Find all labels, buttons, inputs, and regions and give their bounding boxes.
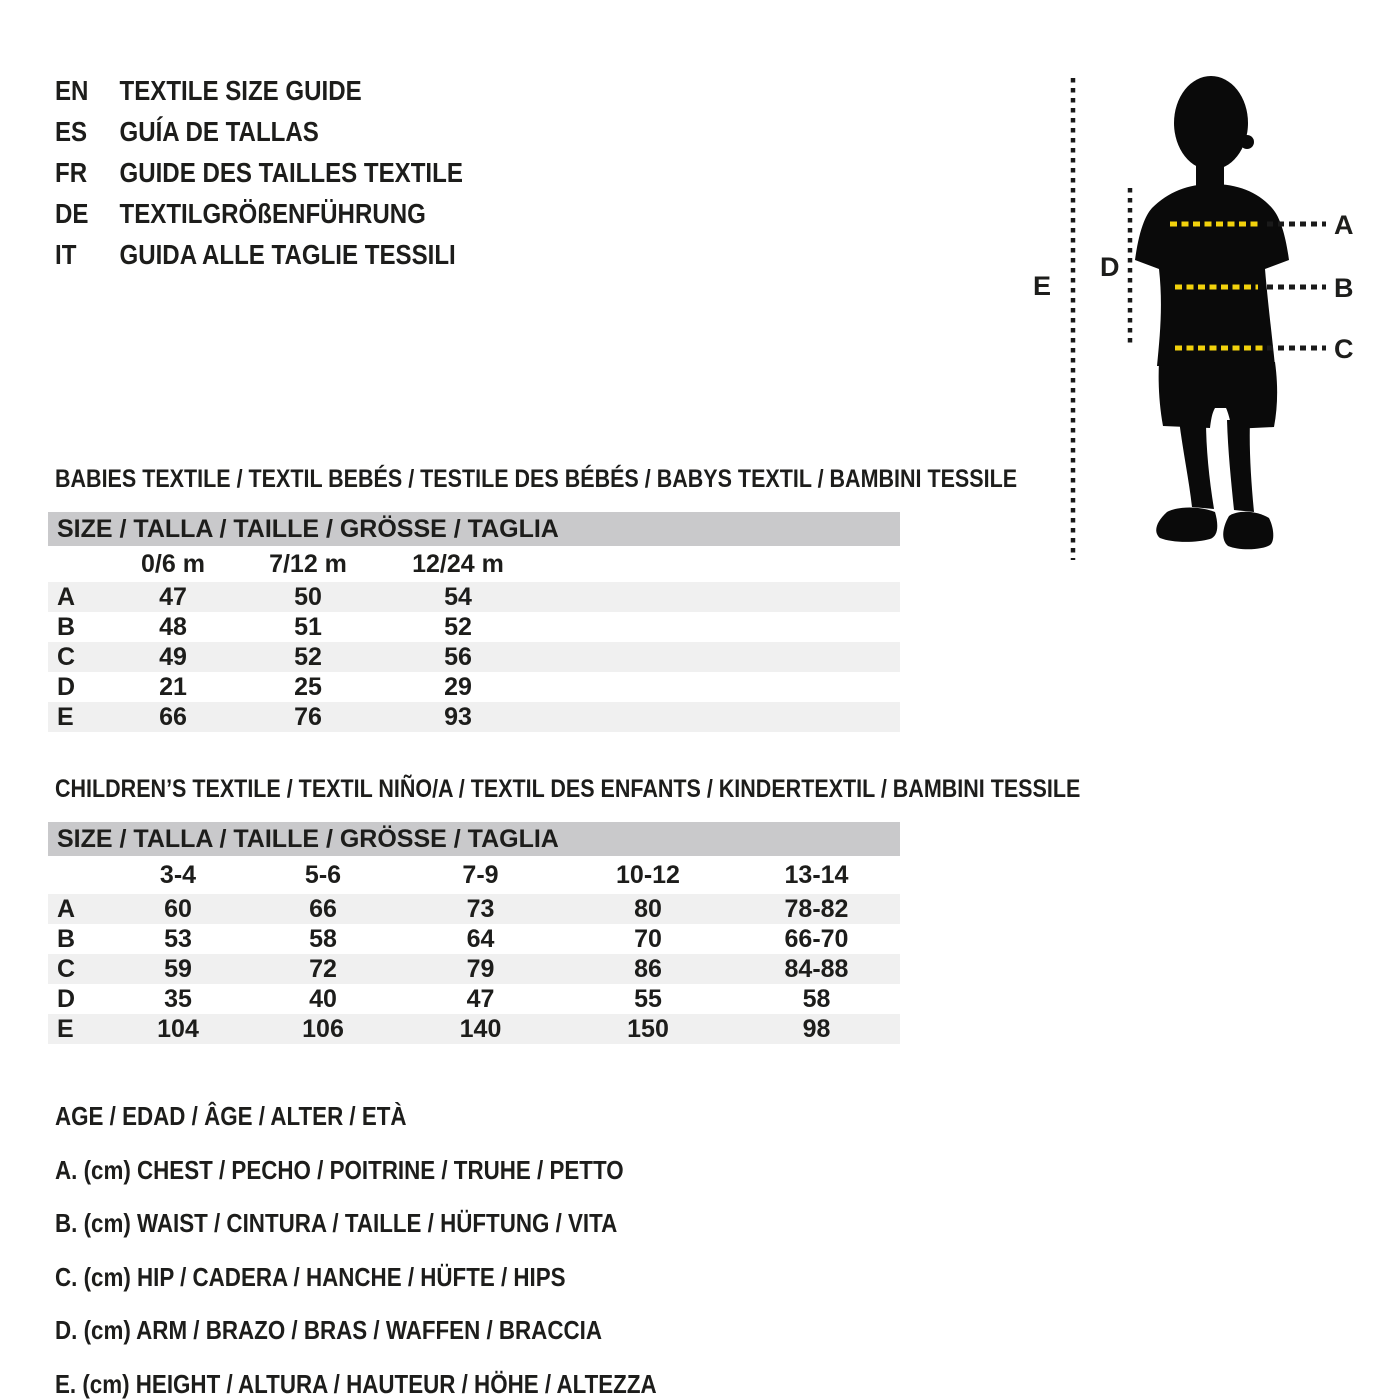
language-row-en <box>55 70 463 111</box>
row-label: C <box>57 955 76 983</box>
filler-cell <box>538 672 900 702</box>
table-row-d <box>48 984 900 1014</box>
column-header: 10-12 <box>616 861 680 889</box>
value-cell: 140 <box>459 1015 502 1043</box>
row-label: E <box>57 703 74 731</box>
value-cell: 98 <box>802 1015 831 1043</box>
value-cell: 73 <box>466 895 495 923</box>
value-cell: 35 <box>164 985 192 1013</box>
empty-corner-cell <box>48 856 108 894</box>
value-cell: 21 <box>159 673 187 701</box>
value-cell: 52 <box>444 613 472 641</box>
table-row-d <box>48 672 900 702</box>
children-size-table <box>48 822 900 1044</box>
children-column-headers <box>48 856 900 894</box>
value-cell: 80 <box>634 895 662 923</box>
value-cell: 47 <box>159 583 187 611</box>
language-code: ES <box>55 116 88 147</box>
value-cell: 66-70 <box>784 925 849 953</box>
value-cell: 59 <box>164 955 192 983</box>
table-row-e <box>48 1014 900 1044</box>
value-cell: 70 <box>634 925 662 953</box>
value-cell: 76 <box>294 703 322 731</box>
filler-cell <box>538 642 900 672</box>
language-row-fr <box>55 152 463 193</box>
table-row-c <box>48 642 900 672</box>
value-cell: 40 <box>309 985 337 1013</box>
language-code: FR <box>55 157 88 188</box>
value-cell: 51 <box>294 613 322 641</box>
row-label: B <box>57 925 76 953</box>
column-header: 5-6 <box>304 861 342 889</box>
row-label: B <box>57 613 76 641</box>
column-header: 7-9 <box>462 861 499 889</box>
language-row-es <box>55 111 463 152</box>
value-cell: 66 <box>309 895 337 923</box>
value-cell: 78-82 <box>784 895 849 923</box>
guide-title: TEXTILE SIZE GUIDE <box>119 75 362 106</box>
value-cell: 52 <box>294 643 322 671</box>
filler-cell <box>538 612 900 642</box>
filler-cell <box>538 582 900 612</box>
table-row-a <box>48 894 900 924</box>
value-cell: 93 <box>444 703 472 731</box>
value-cell: 60 <box>164 895 192 923</box>
value-cell: 56 <box>444 643 472 671</box>
language-code: IT <box>55 239 77 270</box>
value-cell: 25 <box>294 673 322 701</box>
value-cell: 29 <box>444 673 472 701</box>
guide-title: GUÍA DE TALLAS <box>119 116 319 147</box>
column-header: 0/6 m <box>141 550 205 578</box>
measurement-figure <box>1000 60 1400 580</box>
child-silhouette-diagram <box>1000 60 1400 580</box>
value-cell: 86 <box>634 955 662 983</box>
value-cell: 106 <box>302 1015 344 1043</box>
row-label: A <box>57 895 76 923</box>
legend-age-line: AGE / EDAD / ÂGE / ALTER / ETÀ <box>55 1101 407 1131</box>
value-cell: 55 <box>634 985 662 1013</box>
value-cell: 54 <box>444 583 472 611</box>
table-row-b <box>48 612 900 642</box>
column-header: 7/12 m <box>269 550 347 578</box>
value-cell: 47 <box>466 985 495 1013</box>
label-a: A <box>1334 210 1354 240</box>
value-cell: 53 <box>164 925 192 953</box>
language-row-it <box>55 234 463 275</box>
table-row-a <box>48 582 900 612</box>
label-e: E <box>1033 271 1052 301</box>
value-cell: 58 <box>309 925 337 953</box>
language-code: EN <box>55 75 89 106</box>
value-cell: 66 <box>159 703 187 731</box>
value-cell: 84-88 <box>784 955 849 983</box>
filler-cell <box>538 702 900 732</box>
label-c: C <box>1334 334 1354 364</box>
label-d: D <box>1100 252 1120 282</box>
legend-height-line: E. (cm) HEIGHT / ALTURA / HAUTEUR / HÖHE / ALTEZZA <box>55 1368 657 1399</box>
child-silhouette-icon <box>1135 76 1289 549</box>
children-section-title: CHILDREN’S TEXTILE / TEXTIL NIÑO/A / TEXTIL DES ENFANTS / KINDERTEXTIL / BAMBINI TESSILE <box>55 775 1081 803</box>
column-header: 13-14 <box>784 861 849 889</box>
legend-hip-line: C. (cm) HIP / CADERA / HANCHE / HÜFTE / HIPS <box>55 1261 566 1292</box>
language-title-list <box>55 70 529 275</box>
children-size-header-band: SIZE / TALLA / TAILLE / GRÖSSE / TAGLIA <box>48 822 900 856</box>
language-code: DE <box>55 198 89 229</box>
value-cell: 79 <box>466 955 495 983</box>
babies-column-headers <box>48 546 900 582</box>
row-label: D <box>57 985 76 1013</box>
row-label: C <box>57 643 76 671</box>
legend-chest-line: A. (cm) CHEST / PECHO / POITRINE / TRUHE / PETTO <box>55 1154 624 1185</box>
legend-arm-line: D. (cm) ARM / BRAZO / BRAS / WAFFEN / BRACCIA <box>55 1315 602 1345</box>
legend-waist-line: B. (cm) WAIST / CINTURA / TAILLE / HÜFTUNG / VITA <box>55 1208 618 1238</box>
table-row-c <box>48 954 900 984</box>
value-cell: 50 <box>294 583 322 611</box>
measurement-legend <box>55 1090 755 1400</box>
row-label: A <box>57 583 76 611</box>
table-row-b <box>48 924 900 954</box>
value-cell: 49 <box>159 643 187 671</box>
guide-title: GUIDA ALLE TAGLIE TESSILI <box>119 239 456 270</box>
empty-corner-cell <box>48 546 108 582</box>
row-label: E <box>57 1015 74 1043</box>
value-cell: 48 <box>159 613 187 641</box>
value-cell: 58 <box>802 985 831 1013</box>
label-b: B <box>1334 273 1354 303</box>
column-header: 12/24 m <box>412 550 504 578</box>
guide-title: GUIDE DES TAILLES TEXTILE <box>119 157 463 188</box>
column-header: 3-4 <box>159 861 197 889</box>
value-cell: 72 <box>309 955 337 983</box>
babies-size-table <box>48 512 900 732</box>
value-cell: 64 <box>466 925 495 953</box>
filler-cell <box>538 546 900 582</box>
value-cell: 150 <box>627 1015 669 1043</box>
language-row-de <box>55 193 463 234</box>
babies-size-header-band: SIZE / TALLA / TAILLE / GRÖSSE / TAGLIA <box>48 512 900 546</box>
row-label: D <box>57 673 76 701</box>
guide-title: TEXTILGRÖßENFÜHRUNG <box>119 198 426 229</box>
babies-section-title: BABIES TEXTILE / TEXTIL BEBÉS / TESTILE DES BÉBÉS / BABYS TEXTIL / BAMBINI TESSILE <box>55 465 1018 493</box>
table-row-e <box>48 702 900 732</box>
value-cell: 104 <box>157 1015 199 1043</box>
